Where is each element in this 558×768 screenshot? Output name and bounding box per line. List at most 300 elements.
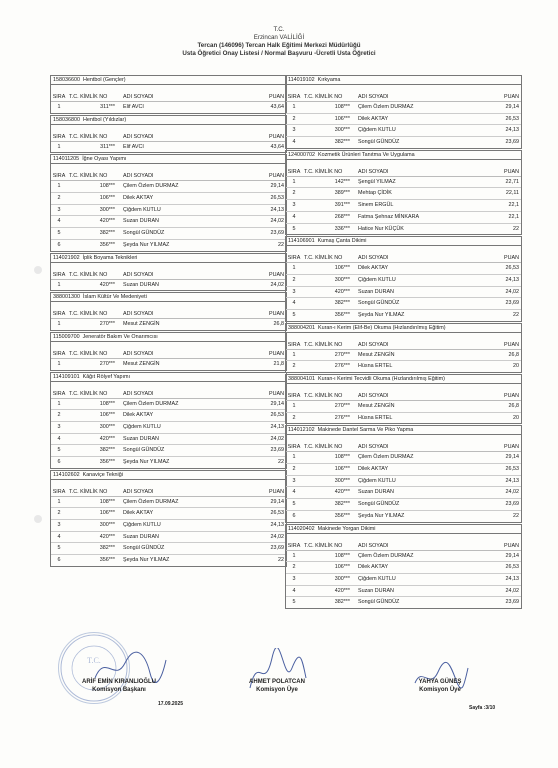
table-header-row [286, 443, 521, 452]
cell-score: 24,02 [505, 288, 519, 295]
header-sira: SIRA [287, 255, 301, 262]
cell-tc: 382*** [334, 599, 350, 606]
cell-score: 22 [278, 241, 284, 248]
course-code: 114106901 [288, 238, 315, 245]
course-block [50, 253, 287, 292]
signature-block-member-1 [232, 678, 322, 694]
header-score: PUAN [504, 542, 519, 549]
course-block [285, 75, 522, 149]
table-header-row [51, 310, 286, 319]
cell-sira: 1 [57, 498, 61, 505]
cell-sira: 1 [57, 281, 61, 288]
course-title [51, 333, 286, 342]
cell-name: Dilek AKTAY [123, 510, 154, 517]
table-row [51, 228, 286, 240]
cell-tc: 420*** [334, 587, 350, 594]
cell-tc: 300*** [334, 575, 350, 582]
cell-tc: 420*** [99, 218, 115, 225]
cell-tc: 356*** [99, 241, 115, 248]
header-sira: SIRA [287, 542, 301, 549]
header-score: PUAN [504, 341, 519, 348]
cell-name: Çilem Özlem DURMAZ [358, 104, 414, 110]
course-name: Makinede Yorgan Dikimi [317, 525, 376, 532]
header-score: PUAN [269, 350, 284, 357]
table-row [286, 597, 521, 608]
svg-text:T.C.: T.C. [87, 656, 101, 665]
header-score: PUAN [269, 173, 284, 180]
cell-sira: 1 [57, 400, 61, 407]
course-code: 114102602 [53, 471, 80, 478]
header-sira: SIRA [52, 350, 66, 357]
header-sira: SIRA [52, 311, 66, 318]
cell-sira: 4 [292, 213, 296, 220]
cell-tc: 300*** [99, 423, 115, 430]
course-block [50, 115, 287, 154]
cell-name: Songül GÜNDÜZ [358, 139, 400, 146]
cell-score: 29,14 [270, 183, 284, 190]
cell-tc: 106*** [99, 412, 115, 419]
cell-name: Çiğdem KUTLU [123, 522, 161, 529]
table-row [286, 298, 521, 310]
cell-score: 22 [513, 512, 519, 519]
course-name: Makinede Dantel Sarma Ve Piko Yapma [317, 427, 414, 434]
cell-tc: 420*** [334, 489, 350, 496]
cell-tc: 420*** [334, 288, 350, 295]
signature-block-chair [64, 678, 174, 694]
course-block [285, 374, 522, 424]
cell-sira: 5 [57, 545, 61, 552]
cell-name: Dilek AKTAY [123, 195, 154, 202]
cell-name: Songül GÜNDÜZ [358, 599, 400, 606]
cell-sira: 5 [292, 311, 296, 318]
table-row [286, 487, 521, 499]
cell-name: Şengül YILMAZ [358, 178, 396, 185]
course-title [286, 375, 521, 384]
course-title [51, 373, 286, 382]
header-tc: T.C. KİMLİK NO [69, 350, 108, 357]
table-row [286, 114, 521, 126]
cell-score: 24,02 [505, 489, 519, 496]
signatory-name: AHMET POLATCAN [249, 679, 305, 685]
table-header-row [286, 392, 521, 401]
cell-score: 23,69 [505, 300, 519, 307]
header-score: PUAN [269, 311, 284, 318]
table-row [286, 200, 521, 212]
cell-sira: 2 [292, 414, 296, 421]
cell-sira: 3 [292, 477, 296, 484]
table-row [286, 511, 521, 522]
cell-sira: 1 [292, 403, 296, 409]
table-row [286, 562, 521, 574]
cell-score: 26,53 [270, 195, 284, 202]
header-tc: T.C. KİMLİK NO [304, 393, 343, 399]
course-code: 114012102 [288, 427, 315, 434]
course-title [51, 76, 286, 85]
cell-sira: 3 [292, 127, 296, 134]
table-row [51, 445, 286, 457]
header-line-governorship: Erzincan VALİLİĞİ [253, 34, 305, 41]
table-header-row [51, 93, 286, 102]
punch-hole [34, 515, 42, 523]
cell-sira: 3 [292, 288, 296, 295]
cell-sira: 1 [57, 104, 61, 110]
cell-name: Şeyda Nur YILMAZ [123, 557, 170, 564]
header-tc: T.C. KİMLİK NO [69, 271, 108, 278]
header-sira: SIRA [287, 168, 301, 175]
course-title [51, 293, 286, 302]
cell-name: Çilem Özlem DURMAZ [123, 498, 179, 505]
table-row [51, 359, 286, 370]
cell-tc: 108*** [99, 183, 115, 190]
cell-score: 22 [513, 225, 519, 232]
cell-name: Mehtap ÇİDİK [358, 190, 392, 197]
table-row [51, 508, 286, 520]
cell-tc: 108*** [99, 400, 115, 407]
course-title [51, 254, 286, 263]
cell-sira: 4 [292, 139, 296, 146]
cell-name: Çiğdem KUTLU [123, 423, 161, 430]
table-row [51, 434, 286, 446]
table-row [51, 399, 286, 411]
table-row [286, 574, 521, 586]
cell-tc: 356*** [334, 512, 350, 519]
cell-sira: 4 [292, 587, 296, 594]
header-name: ADI SOYADI [123, 488, 154, 495]
cell-score: 22,71 [505, 178, 519, 185]
table-row [286, 401, 521, 413]
course-block [285, 425, 522, 522]
header-sira: SIRA [287, 341, 301, 348]
table-row [51, 319, 286, 330]
course-code: 388001300 [53, 294, 80, 301]
signatory-title: Komisyon Başkanı [92, 687, 146, 693]
cell-sira: 3 [292, 202, 296, 209]
cell-score: 29,14 [270, 498, 284, 505]
cell-tc: 276*** [334, 414, 350, 421]
cell-tc: 382*** [99, 447, 115, 454]
cell-tc: 391*** [334, 202, 350, 209]
table-row [286, 476, 521, 488]
header-score: PUAN [504, 255, 519, 262]
course-name: İğne Oyası Yapımı [82, 156, 127, 163]
table-header-row [51, 350, 286, 359]
cell-score: 23,69 [505, 599, 519, 606]
table-row [51, 181, 286, 193]
header-sira: SIRA [52, 390, 66, 397]
cell-name: Çiğdem KUTLU [358, 575, 396, 582]
cell-name: Songül GÜNDÜZ [123, 545, 165, 552]
course-block [285, 323, 522, 373]
table-row [286, 177, 521, 189]
header-tc: T.C. KİMLİK NO [69, 133, 108, 140]
signatory-title: Komisyon Üye [256, 687, 298, 693]
course-block [285, 524, 522, 609]
cell-sira: 1 [57, 321, 61, 328]
table-row [286, 188, 521, 200]
header-sira: SIRA [52, 133, 66, 140]
cell-tc: 382*** [334, 139, 350, 146]
table-header-row [286, 341, 521, 350]
cell-sira: 1 [292, 454, 296, 461]
header-name: ADI SOYADI [123, 173, 154, 180]
header-name: ADI SOYADI [123, 271, 154, 278]
course-block [285, 236, 522, 321]
table-row [286, 413, 521, 424]
table-header-row [51, 488, 286, 497]
table-row [286, 137, 521, 148]
cell-tc: 382*** [334, 300, 350, 307]
header-score: PUAN [504, 168, 519, 175]
cell-score: 43,64 [270, 104, 284, 110]
cell-score: 29,14 [505, 104, 519, 110]
cell-name: Mesut ZENGİN [358, 351, 395, 358]
header-tc: T.C. KİMLİK NO [304, 255, 343, 262]
cell-score: 24,13 [505, 477, 519, 484]
cell-sira: 2 [57, 510, 61, 517]
table-header-row [286, 168, 521, 177]
course-code: 115009700 [53, 333, 80, 340]
cell-name: Çilem Özlem DURMAZ [358, 552, 414, 559]
course-name: Kırkyama [317, 77, 341, 83]
table-row [286, 275, 521, 287]
cell-tc: 270*** [99, 321, 115, 328]
header-tc: T.C. KİMLİK NO [69, 173, 108, 180]
cell-name: Dilek AKTAY [358, 564, 389, 571]
table-row [51, 520, 286, 532]
cell-tc: 270*** [334, 351, 350, 358]
cell-tc: 106*** [99, 195, 115, 202]
cell-score: 24,02 [270, 435, 284, 442]
cell-sira: 2 [292, 276, 296, 283]
cell-name: Mesut ZENGİN [123, 360, 160, 367]
cell-score: 20 [513, 414, 519, 421]
table-row [51, 532, 286, 544]
cell-score: 22,11 [505, 190, 519, 197]
header-name: ADI SOYADI [123, 311, 154, 318]
cell-score: 24,02 [270, 281, 284, 288]
header-name: ADI SOYADI [123, 133, 154, 140]
cell-sira: 3 [57, 206, 61, 213]
cell-score: 26,8 [273, 321, 284, 328]
cell-name: Dilek AKTAY [358, 466, 389, 473]
header-score: PUAN [504, 444, 519, 451]
header-score: PUAN [269, 488, 284, 495]
cell-sira: 4 [57, 533, 61, 540]
cell-tc: 420*** [99, 533, 115, 540]
cell-name: Suzan DURAN [358, 489, 394, 496]
cell-name: Songül GÜNDÜZ [358, 501, 400, 508]
table-row [286, 125, 521, 137]
cell-score: 22 [513, 311, 519, 318]
cell-score: 24,13 [270, 206, 284, 213]
cell-sira: 1 [292, 104, 296, 110]
header-tc: T.C. KİMLİK NO [304, 168, 343, 175]
cell-tc: 382*** [334, 501, 350, 508]
table-row [286, 361, 521, 372]
cell-sira: 2 [292, 466, 296, 473]
course-code: 158036800 [53, 116, 80, 123]
header-sira: SIRA [287, 444, 301, 451]
cell-sira: 1 [292, 178, 296, 185]
table-row [51, 497, 286, 509]
header-name: ADI SOYADI [123, 350, 154, 357]
cell-sira: 4 [292, 300, 296, 307]
cell-score: 26,53 [505, 466, 519, 473]
cell-tc: 270*** [99, 360, 115, 367]
cell-name: Hatice Nur KÜÇÜK [358, 225, 404, 232]
cell-score: 29,14 [505, 454, 519, 461]
cell-name: Çilem Özlem DURMAZ [358, 454, 414, 461]
course-code: 114109101 [53, 373, 80, 380]
course-title [51, 116, 286, 125]
table-row [286, 464, 521, 476]
course-name: Kuran-ı Kerimi Tecvidli Okuma (Hızlandırılmış Eğitim) [317, 376, 445, 382]
cell-name: Çiğdem KUTLU [358, 276, 396, 283]
cell-name: Çiğdem KUTLU [358, 477, 396, 484]
cell-sira: 6 [57, 557, 61, 564]
cell-name: Dilek AKTAY [358, 115, 389, 122]
header-score: PUAN [504, 393, 519, 399]
cell-name: Suzan DURAN [358, 587, 394, 594]
cell-sira: 3 [57, 522, 61, 529]
header-name: ADI SOYADI [123, 390, 154, 397]
cell-tc: 300*** [99, 206, 115, 213]
table-header-row [51, 271, 286, 280]
page-number: Sayfa :3/10 [469, 705, 496, 711]
cell-tc: 106*** [334, 115, 350, 122]
course-title [286, 324, 521, 333]
header-tc: T.C. KİMLİK NO [304, 341, 343, 348]
cell-score: 23,69 [505, 501, 519, 508]
cell-name: Suzan DURAN [123, 533, 159, 540]
header-name: ADI SOYADI [358, 94, 389, 100]
cell-score: 29,14 [270, 400, 284, 407]
course-name: Hentbol (Gençler) [82, 77, 126, 83]
header-tc: T.C. KİMLİK NO [69, 94, 108, 100]
cell-score: 24,13 [505, 127, 519, 134]
table-row [286, 287, 521, 299]
left-column [50, 75, 287, 568]
cell-sira: 1 [292, 351, 296, 358]
course-code: 114021902 [53, 254, 80, 261]
course-code: 388004201 [288, 324, 315, 331]
table-header-row [51, 133, 286, 142]
course-name: İslam Kültür Ve Medeniyeti [82, 294, 147, 301]
cell-score: 24,02 [270, 218, 284, 225]
cell-tc: 106*** [99, 510, 115, 517]
cell-score: 22,1 [508, 202, 519, 209]
table-row [51, 216, 286, 228]
header-tc: T.C. KİMLİK NO [69, 311, 108, 318]
cell-name: Dilek AKTAY [123, 412, 154, 419]
cell-tc: 420*** [99, 281, 115, 288]
table-row [51, 555, 286, 566]
cell-tc: 356*** [334, 311, 350, 318]
signatory-title: Komisyon Üye [419, 687, 461, 693]
cell-name: Şeyda Nur YILMAZ [358, 311, 405, 318]
cell-score: 24,02 [270, 533, 284, 540]
cell-score: 26,53 [270, 510, 284, 517]
header-sira: SIRA [287, 393, 301, 399]
cell-tc: 389*** [334, 190, 350, 197]
table-row [286, 586, 521, 598]
cell-name: Hüsna ERTEL [358, 363, 393, 370]
cell-sira: 2 [292, 190, 296, 197]
cell-score: 43,64 [270, 143, 284, 150]
cell-tc: 336*** [334, 225, 350, 232]
cell-score: 24,02 [505, 587, 519, 594]
signatory-name: ARİF EMİN KIRANLIOĞLU [82, 679, 156, 685]
cell-score: 26,8 [508, 403, 519, 409]
cell-name: Elif AVCI [123, 143, 144, 150]
table-row [51, 280, 286, 291]
header-sira: SIRA [52, 488, 66, 495]
cell-tc: 108*** [99, 498, 115, 505]
header-sira: SIRA [52, 271, 66, 278]
table-row [51, 205, 286, 217]
cell-name: Mesut ZENGİN [358, 403, 395, 409]
cell-tc: 382*** [99, 545, 115, 552]
cell-tc: 108*** [334, 454, 350, 461]
cell-sira: 5 [292, 225, 296, 232]
cell-tc: 356*** [99, 459, 115, 465]
table-header-row [286, 93, 521, 102]
course-title [286, 426, 521, 435]
cell-sira: 2 [57, 195, 61, 202]
cell-tc: 268*** [334, 213, 350, 220]
table-row [51, 543, 286, 555]
header-name: ADI SOYADI [358, 444, 389, 451]
course-code: 124000702 [288, 151, 315, 158]
cell-name: Fatma Şehnaz MİNKARA [358, 213, 420, 220]
cell-tc: 270*** [334, 403, 350, 409]
cell-score: 24,13 [505, 575, 519, 582]
course-title [51, 155, 286, 164]
cell-score: 20 [513, 363, 519, 370]
cell-tc: 300*** [334, 127, 350, 134]
cell-tc: 300*** [99, 522, 115, 529]
cell-tc: 311*** [100, 143, 115, 150]
right-column [285, 75, 522, 610]
cell-tc: 108*** [334, 104, 350, 110]
header-sira: SIRA [287, 94, 301, 100]
cell-tc: 142*** [334, 178, 350, 185]
course-code: 388004101 [288, 376, 315, 382]
cell-score: 23,69 [505, 139, 519, 146]
table-row [286, 212, 521, 224]
course-code: 114019102 [288, 77, 315, 83]
course-name: Kumaş Çanta Dikimi [317, 238, 367, 245]
cell-name: Suzan DURAN [123, 435, 159, 442]
header-sira: SIRA [52, 173, 66, 180]
cell-name: Suzan DURAN [123, 218, 159, 225]
cell-score: 23,69 [270, 447, 284, 454]
header-score: PUAN [269, 271, 284, 278]
cell-name: Çiğdem KUTLU [358, 127, 396, 134]
cell-name: Sinem ERGÜL [358, 202, 394, 209]
cell-score: 26,8 [508, 351, 519, 358]
cell-sira: 4 [57, 435, 61, 442]
cell-score: 23,69 [270, 230, 284, 237]
cell-name: Çilem Özlem DURMAZ [123, 400, 179, 407]
table-header-row [286, 542, 521, 551]
cell-score: 22 [278, 459, 284, 465]
cell-score: 22,1 [508, 213, 519, 220]
course-name: Kâğıt Rölyef Yapımı [82, 373, 131, 380]
table-row [286, 263, 521, 275]
header-name: ADI SOYADI [358, 341, 389, 348]
cell-sira: 2 [57, 412, 61, 419]
